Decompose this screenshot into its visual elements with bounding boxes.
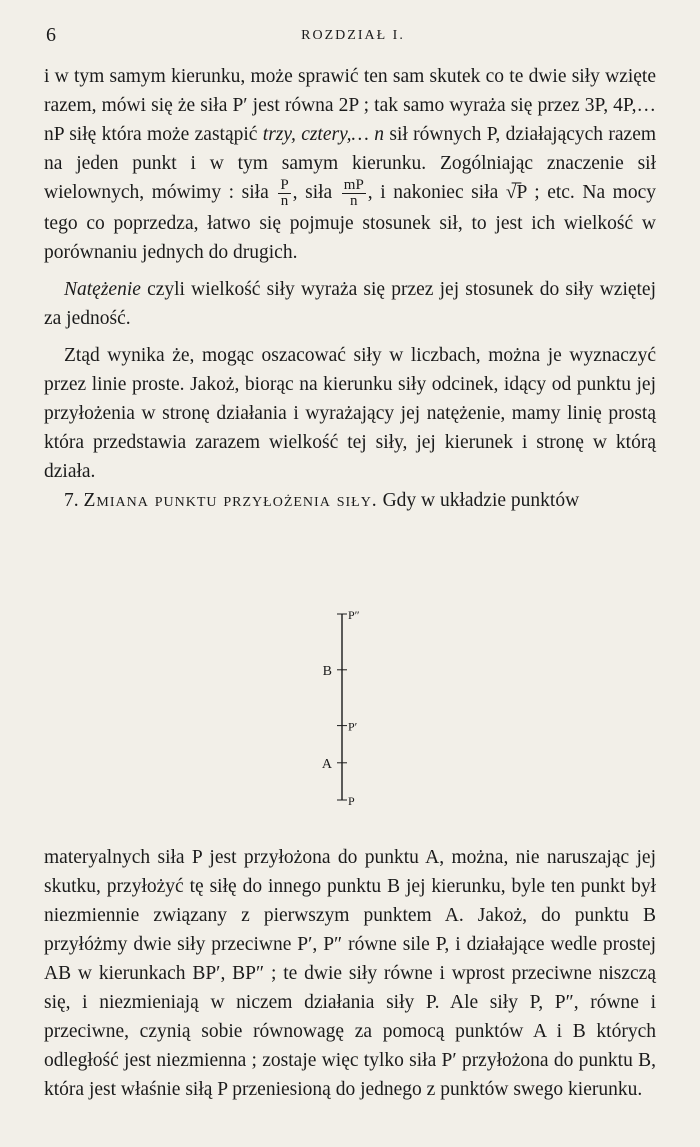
- section-number: 7.: [64, 490, 79, 512]
- chapter-title: ROZDZIAŁ I.: [301, 28, 405, 43]
- p1-text-e: , i nakoniec siła √̅P ; etc. Na mocy tego co poprzedza, łatwo się pojmuje stosunek sił, to jest ich wielkość w porównaniu jednych do drugich.: [44, 182, 657, 264]
- p1-italic: trzy, cztery,… n: [262, 124, 384, 145]
- p2-italic: Natężenie: [64, 279, 141, 301]
- fraction-p-over-n: [278, 178, 290, 209]
- p1-text-b: sił równych P, działających razem na jeden punkt i w tym samym kierunku. Zogólniając znaczenie sił wielownych, mówimy : siła: [44, 124, 657, 203]
- label-top: P″: [348, 608, 360, 622]
- label-a: A: [321, 756, 332, 772]
- paragraph-1: [44, 62, 656, 267]
- section-heading: Zmiana punktu przyłożenia siły.: [83, 490, 378, 512]
- p5-text: materyalnych siła P jest przyłożona do punktu A, można, nie naruszając jej skutku, przyłożyć tę siłę do innego punktu B jej kierunku, byle ten punkt był niezmiennie związany z pierwszym punktem A. Jakoż, do punktu B przyłóżmy dwie siły przeciwne P′, P″ równe sile P, i działające wedle prostej AB w kierunkach BP′, BP″ ; te dwie siły równe i wprost przeciwne niszczą się, i niezmieniają w niczem działania siły P. Ale siły P, P″, równe i przeciwne, czynią sobie równowagę za pomocą punktów A i B których odległość jest niezmienna ; zostaje więc tylko siła P′ przyłożona do punktu B, która jest właśnie siłą P przeniesioną do jednego z punktów swego kierunku.: [44, 847, 656, 1100]
- paragraph-3: [44, 341, 656, 486]
- p4-text: Gdy w układzie punktów: [382, 490, 580, 512]
- force-diagram: [300, 600, 420, 840]
- p3-text: Ztąd wynika że, mogąc oszacować siły w liczbach, można je wyznaczyć przez linie proste. Jakoż, biorąc na kierunku siły odcinek, idący od punktu jej przyłożenia w stronę działania i wyrażający jej natężenie, mamy linię prostą która przedstawia zarazem wielkość tej siły, jej kierunek i stronę w którą działa.: [44, 345, 656, 483]
- frac1-denominator: n: [280, 193, 289, 210]
- p1-text-d: siła: [305, 182, 333, 203]
- page-number: 6: [46, 24, 56, 46]
- running-header: [46, 24, 660, 54]
- paragraph-5: [44, 843, 656, 1104]
- fraction-mp-over-n: [342, 178, 366, 209]
- frac2-denominator: n: [350, 193, 358, 210]
- frac1-numerator: P: [280, 177, 289, 194]
- label-bottom: P: [348, 794, 355, 808]
- p2-text: czyli wielkość siły wyraża się przez jej stosunek do siły wziętej za jedność.: [44, 279, 657, 330]
- text-block-top: [44, 62, 656, 515]
- p1-text: i w tym samym kierunku, może sprawić ten sam skutek co te dwie siły wzięte razem, mówi się że siła P′ jest równa 2P ; tak samo wyraża się przez 3P, 4P,… nP siłę która może zastąpić: [44, 66, 656, 145]
- paragraph-4: [44, 486, 656, 515]
- p1-text-c: ,: [292, 182, 298, 203]
- text-block-bottom: [44, 843, 656, 1104]
- label-b: B: [322, 663, 332, 679]
- frac2-numerator: mP: [343, 177, 364, 194]
- paragraph-2: [44, 275, 656, 333]
- label-mid: P′: [348, 719, 358, 734]
